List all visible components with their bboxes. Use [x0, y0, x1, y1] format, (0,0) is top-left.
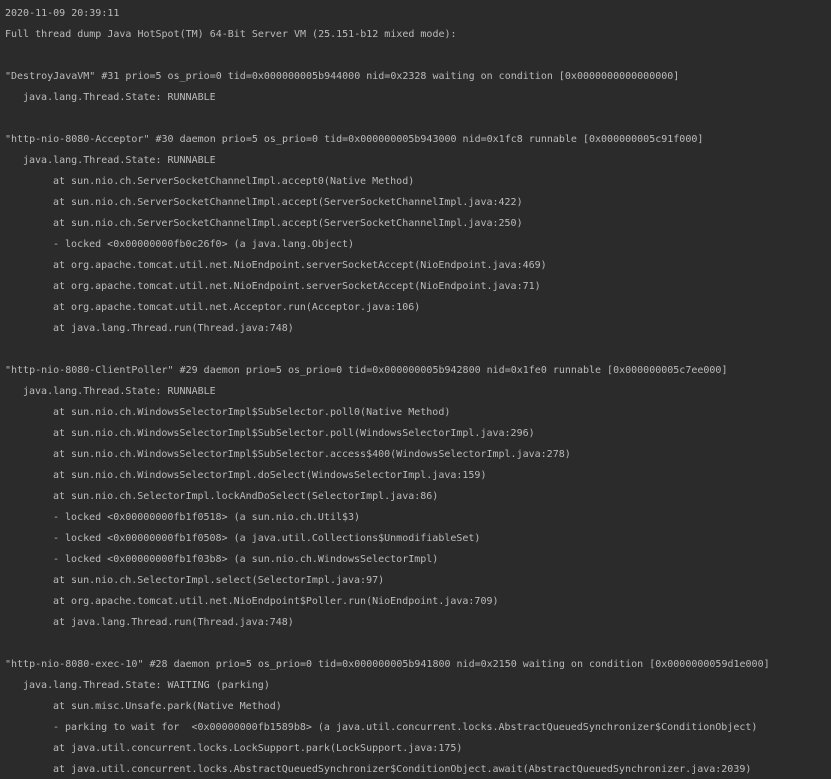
console-line: at sun.nio.ch.SelectorImpl.lockAndDoSelect(SelectorImpl.java:86) [53, 491, 439, 502]
console-line: at sun.nio.ch.ServerSocketChannelImpl.accept(ServerSocketChannelImpl.java:422) [53, 197, 523, 208]
blank-line [0, 339, 5, 360]
console-line: "DestroyJavaVM" #31 prio=5 os_prio=0 tid=0x000000005b944000 nid=0x2328 waiting on condition [0x0000000000000000] [5, 71, 680, 82]
console-line: at java.lang.Thread.run(Thread.java:748) [53, 617, 294, 628]
blank-line [0, 633, 5, 654]
console-line: at sun.nio.ch.ServerSocketChannelImpl.accept(ServerSocketChannelImpl.java:250) [53, 218, 523, 229]
console-line: java.lang.Thread.State: RUNNABLE [23, 92, 216, 103]
console-line: at sun.nio.ch.ServerSocketChannelImpl.accept0(Native Method) [53, 176, 415, 187]
console-line: at java.util.concurrent.locks.LockSupport.park(LockSupport.java:175) [53, 743, 463, 754]
console-line: at java.lang.Thread.run(Thread.java:748) [53, 323, 294, 334]
blank-line [0, 45, 5, 66]
console-line: "http-nio-8080-Acceptor" #30 daemon prio=5 os_prio=0 tid=0x000000005b943000 nid=0x1fc8 runnable [0x000000005c91f000] [5, 134, 704, 145]
console-line: - parking to wait for <0x00000000fb1589b8> (a java.util.concurrent.locks.AbstractQueuedSynchronizer$ConditionObject) [53, 722, 758, 733]
console-line: java.lang.Thread.State: RUNNABLE [23, 155, 216, 166]
console-line: at sun.nio.ch.SelectorImpl.select(SelectorImpl.java:97) [53, 575, 385, 586]
console-line: "http-nio-8080-ClientPoller" #29 daemon prio=5 os_prio=0 tid=0x000000005b942800 nid=0x1fe0 runnable [0x000000005c7ee000] [5, 365, 728, 376]
console-line: at org.apache.tomcat.util.net.NioEndpoint.serverSocketAccept(NioEndpoint.java:469) [53, 260, 547, 271]
console-line: "http-nio-8080-exec-10" #28 daemon prio=5 os_prio=0 tid=0x000000005b941800 nid=0x2150 waiting on condition [0x0000000059d1e000] [5, 659, 770, 670]
console-line: 2020-11-09 20:39:11 [5, 8, 120, 19]
console-line: - locked <0x00000000fb1f0508> (a java.util.Collections$UnmodifiableSet) [53, 533, 481, 544]
console-line: - locked <0x00000000fb1f0518> (a sun.nio.ch.Util$3) [53, 512, 361, 523]
console-line: java.lang.Thread.State: WAITING (parking) [23, 680, 270, 691]
blank-line [0, 108, 5, 129]
console-line: at sun.nio.ch.WindowsSelectorImpl$SubSelector.poll(WindowsSelectorImpl.java:296) [53, 428, 535, 439]
console-line: at sun.misc.Unsafe.park(Native Method) [53, 701, 282, 712]
console-line: - locked <0x00000000fb0c26f0> (a java.lang.Object) [53, 239, 355, 250]
console-line: at org.apache.tomcat.util.net.NioEndpoint.serverSocketAccept(NioEndpoint.java:71) [53, 281, 541, 292]
console-line: at java.util.concurrent.locks.AbstractQueuedSynchronizer$ConditionObject.await(AbstractQueuedSynchronizer.java:2039) [53, 764, 752, 775]
console-line: Full thread dump Java HotSpot(TM) 64-Bit Server VM (25.151-b12 mixed mode): [5, 29, 457, 40]
console-line: at sun.nio.ch.WindowsSelectorImpl.doSelect(WindowsSelectorImpl.java:159) [53, 470, 487, 481]
console-line: java.lang.Thread.State: RUNNABLE [23, 386, 216, 397]
console-line: - locked <0x00000000fb1f03b8> (a sun.nio.ch.WindowsSelectorImpl) [53, 554, 439, 565]
console-line: at org.apache.tomcat.util.net.NioEndpoint$Poller.run(NioEndpoint.java:709) [53, 596, 499, 607]
console-line: at org.apache.tomcat.util.net.Acceptor.run(Acceptor.java:106) [53, 302, 421, 313]
console-line: at sun.nio.ch.WindowsSelectorImpl$SubSelector.access$400(WindowsSelectorImpl.java:278) [53, 449, 571, 460]
console-line: at sun.nio.ch.WindowsSelectorImpl$SubSelector.poll0(Native Method) [53, 407, 451, 418]
